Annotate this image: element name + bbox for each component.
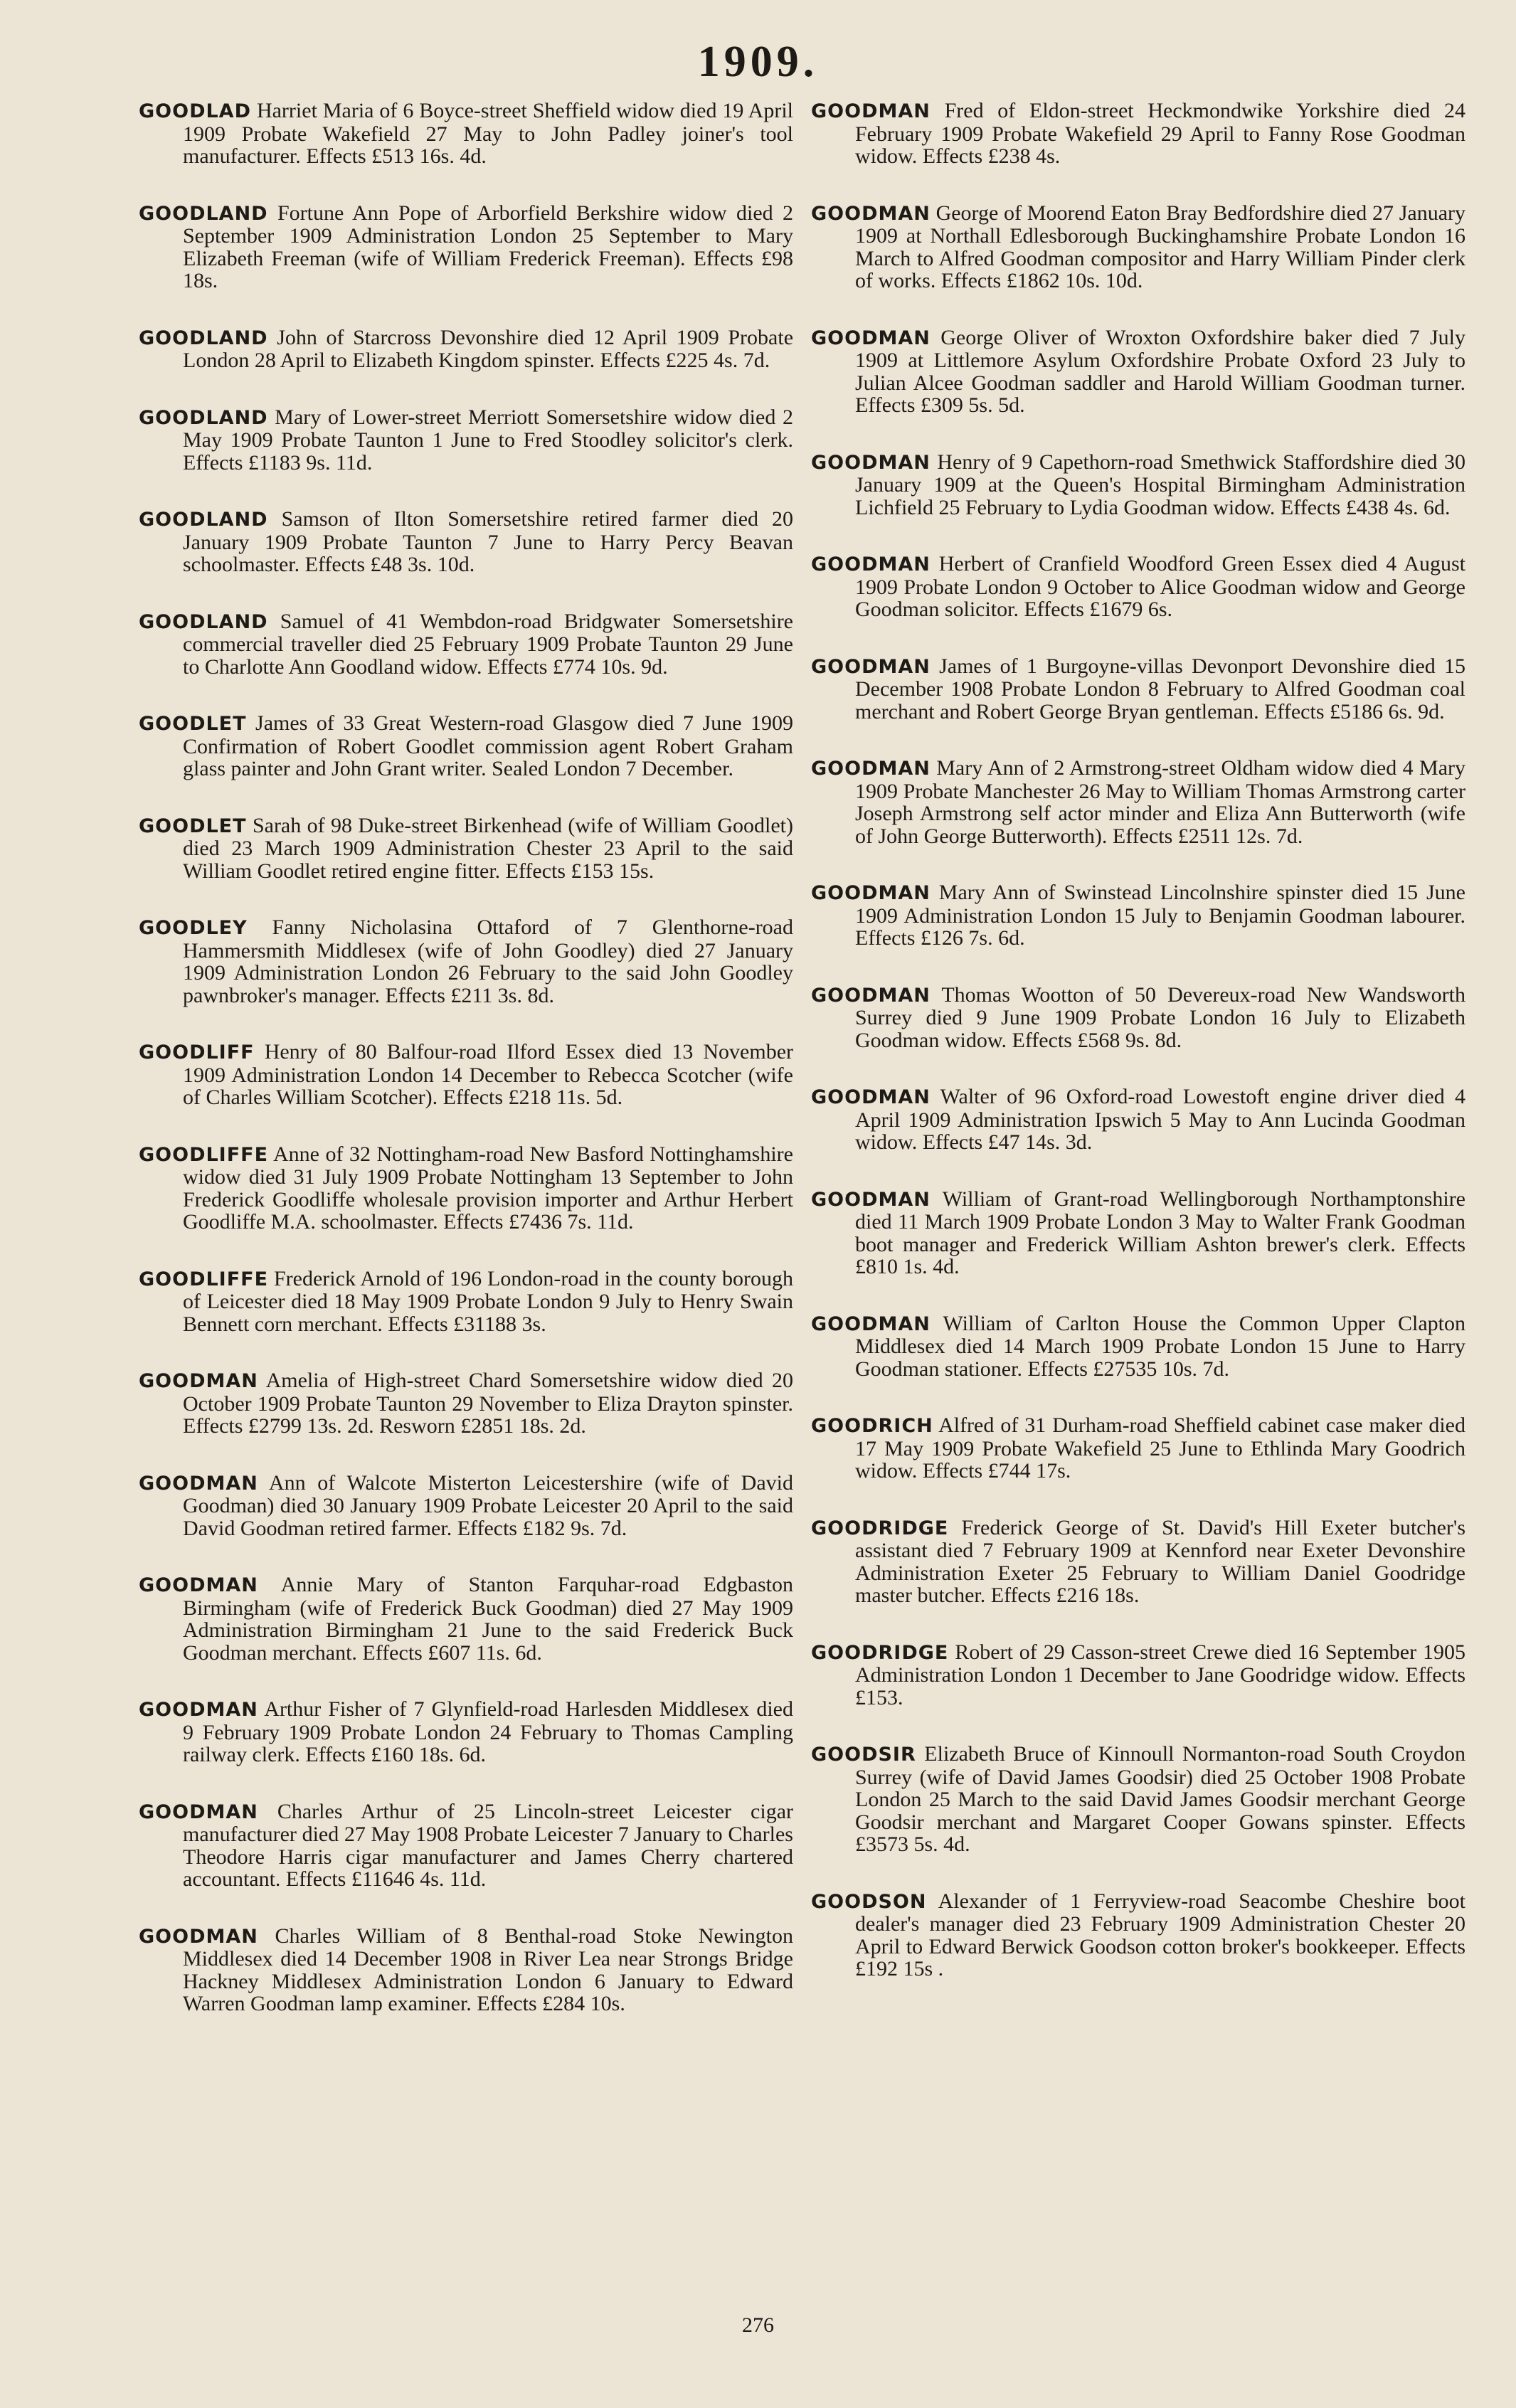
- entry: [811, 1188, 1465, 1278]
- entry: [139, 1041, 793, 1109]
- entry-surname: GOODMAN: [139, 1574, 258, 1596]
- entry-surname: GOODRIDGE: [811, 1641, 949, 1664]
- entry-text: Mary Ann of 2 Armstrong-street Oldham widow died 4 Mary 1909 Probate Manchester 26 May to William Thomas Armstrong carter Joseph Armstrong self actor minder and Eliza Ann Butterworth (wife of John George Butterworth). Effects £2511 12s. 7d.: [855, 756, 1466, 848]
- entry-surname: GOODMAN: [811, 100, 931, 122]
- entry-surname: GOODMAN: [811, 202, 931, 225]
- entry: [811, 100, 1465, 168]
- entry: [139, 712, 793, 780]
- entry-surname: GOODMAN: [139, 1472, 258, 1495]
- entry: [139, 1574, 793, 1664]
- entry: [139, 610, 793, 679]
- entry-text: Sarah of 98 Duke-street Birkenhead (wife of William Goodlet) died 23 March 1909 Administration Chester 23 April to the said William Goodlet retired engine fitter. Effects £153 15s.: [183, 813, 793, 883]
- entry: [811, 451, 1465, 519]
- entry: [139, 100, 793, 168]
- entry-text: Mary of Lower-street Merriott Somersetshire widow died 2 May 1909 Probate Taunton 1 June to Fred Stoodley solicitor's clerk. Effects £1183 9s. 11d.: [183, 405, 794, 474]
- entry-surname: GOODMAN: [811, 1086, 931, 1108]
- entry-text: Amelia of High-street Chard Somersetshire widow died 20 October 1909 Probate Taunton 29 November to Eliza Drayton spinster. Effects £2799 13s. 2d. Resworn £2851 18s. 2d.: [183, 1369, 793, 1438]
- entry-surname: GOODLIFFE: [139, 1268, 269, 1290]
- left-column: [139, 100, 793, 2049]
- entry-text: Harriet Maria of 6 Boyce-street Sheffield widow died 19 April 1909 Probate Wakefield 27 May to John Padley joiner's tool manufacturer. Effects £513 16s. 4d.: [183, 99, 794, 168]
- entry-surname: GOODLAND: [139, 202, 268, 225]
- entry: [811, 327, 1465, 417]
- entry: [139, 508, 793, 576]
- entry-text: Walter of 96 Oxford-road Lowestoft engine driver died 4 April 1909 Administration Ipswich 5 May to Ann Lucinda Goodman widow. Effects £47 14s. 3d.: [855, 1085, 1465, 1154]
- entry: [811, 1890, 1465, 1980]
- entry-surname: GOODMAN: [139, 1699, 258, 1721]
- entry-text: Ann of Walcote Misterton Leicestershire (wife of David Goodman) died 30 January 1909 Probate Leicester 20 April to the said David Goodman retired farmer. Effects £182 9s. 7d.: [183, 1470, 793, 1540]
- entry: [139, 1925, 793, 2015]
- entry: [139, 1268, 793, 1336]
- entry: [811, 1743, 1465, 1856]
- entry: [139, 1472, 793, 1540]
- entry-surname: GOODSON: [811, 1890, 927, 1913]
- entry-text: George of Moorend Eaton Bray Bedfordshire died 27 January 1909 at Northall Edlesborough Buckinghamshire Probate London 16 March to Alfred Goodman compositor and Harry William Pinder clerk of works. Effects £1862 10s. 10d.: [855, 201, 1465, 292]
- entry-text: Henry of 9 Capethorn-road Smethwick Staffordshire died 30 January 1909 at the Queen's Hospital Birmingham Administration Lichfield 25 February to Lydia Goodman widow. Effects £438 4s. 6d.: [855, 450, 1466, 519]
- entry-surname: GOODLAND: [139, 610, 268, 633]
- entry: [811, 202, 1465, 292]
- entry-surname: GOODMAN: [811, 984, 931, 1007]
- entry: [811, 984, 1465, 1052]
- entry-surname: GOODLIFF: [139, 1041, 255, 1064]
- entry-text: Charles William of 8 Benthal-road Stoke Newington Middlesex died 14 December 1908 in River Lea near Strongs Bridge Hackney Middlesex Administration London 6 January to Edward Warren Goodman lamp examiner. Effects £284 10s.: [183, 1924, 793, 2015]
- entry-text: Arthur Fisher of 7 Glynfield-road Harlesden Middlesex died 9 February 1909 Probate London 24 February to Thomas Campling railway clerk. Effects £160 18s. 6d.: [183, 1697, 793, 1766]
- entry: [139, 406, 793, 474]
- page-number: 276: [742, 2313, 774, 2337]
- entry-text: George Oliver of Wroxton Oxfordshire baker died 7 July 1909 at Littlemore Asylum Oxfordshire Probate Oxford 23 July to Julian Alcee Goodman saddler and Harold William Goodman turner. Effects £309 5s. 5d.: [855, 325, 1466, 417]
- entry: [811, 1312, 1465, 1381]
- entry: [811, 553, 1465, 621]
- entry-surname: GOODRICH: [811, 1415, 933, 1437]
- entry: [139, 1698, 793, 1766]
- entry-text: Mary Ann of Swinstead Lincolnshire spinster died 15 June 1909 Administration London 15 July to Benjamin Goodman labourer. Effects £126 7s. 6d.: [855, 881, 1465, 950]
- entry: [139, 1369, 793, 1438]
- entry-surname: GOODLAND: [139, 509, 268, 531]
- entry-text: William of Grant-road Wellingborough Northamptonshire died 11 March 1909 Probate London 3 May to Walter Frank Goodman boot manager and Frederick William Ashton brewer's clerk. Effects £810 1s. 4d.: [855, 1187, 1466, 1278]
- entry-text: Herbert of Cranfield Woodford Green Essex died 4 August 1909 Probate London 9 October to Alice Goodman widow and George Goodman solicitor. Effects £1679 6s.: [855, 552, 1465, 621]
- entry: [139, 815, 793, 883]
- entry-text: James of 33 Great Western-road Glasgow died 7 June 1909 Confirmation of Robert Goodlet commission agent Robert Graham glass painter and John Grant writer. Sealed London 7 December.: [183, 711, 793, 780]
- entry-surname: GOODMAN: [811, 655, 931, 678]
- entry: [811, 881, 1465, 950]
- entry-surname: GOODMAN: [811, 451, 931, 474]
- entry-surname: GOODLET: [139, 713, 247, 735]
- entry-text: James of 1 Burgoyne-villas Devonport Devonshire died 15 December 1908 Probate London 8 February to Alfred Goodman coal merchant and Robert George Bryan gentleman. Effects £5186 6s. 9d.: [855, 654, 1465, 723]
- entry-surname: GOODLAND: [139, 327, 268, 349]
- entry-text: Thomas Wootton of 50 Devereux-road New Wandsworth Surrey died 9 June 1909 Probate London 16 July to Elizabeth Goodman widow. Effects £568 9s. 8d.: [855, 982, 1465, 1052]
- entry: [811, 1517, 1465, 1607]
- entry-surname: GOODLIFFE: [139, 1143, 269, 1166]
- page-year-heading: 1909.: [697, 38, 819, 86]
- entry-text: Annie Mary of Stanton Farquhar-road Edgbaston Birmingham (wife of Frederick Buck Goodman) died 27 May 1909 Administration Birmingham 21 June to the said Frederick Buck Goodman merchant. Effects £607 11s. 6d.: [183, 1573, 793, 1665]
- entry: [139, 1800, 793, 1891]
- entry-text: William of Carlton House the Common Upper Clapton Middlesex died 14 March 1909 Probate London 15 June to Harry Goodman stationer. Effects £27535 10s. 7d.: [855, 1311, 1465, 1381]
- entry-text: Alexander of 1 Ferryview-road Seacombe Cheshire boot dealer's manager died 23 February 1909 Administration Chester 20 April to Edward Berwick Goodson cotton broker's bookkeeper. Effects £192 15s .: [855, 1889, 1465, 1980]
- entry-text: Fred of Eldon-street Heckmondwike Yorkshire died 24 February 1909 Probate Wakefield 29 April to Fanny Rose Goodman widow. Effects £238 4s.: [855, 99, 1465, 168]
- entry-text: Henry of 80 Balfour-road Ilford Essex died 13 November 1909 Administration London 14 December to Rebecca Scotcher (wife of Charles William Scotcher). Effects £218 11s. 5d.: [183, 1040, 793, 1109]
- entry-surname: GOODRIDGE: [811, 1517, 949, 1539]
- entry: [811, 1086, 1465, 1154]
- entry-surname: GOODLET: [139, 815, 247, 837]
- entry-text: John of Starcross Devonshire died 12 April 1909 Probate London 28 April to Elizabeth Kingdom spinster. Effects £225 4s. 7d.: [183, 325, 794, 372]
- entry-surname: GOODMAN: [139, 1925, 258, 1948]
- entry-text: Robert of 29 Casson-street Crewe died 16 September 1905 Administration London 1 December to Jane Goodridge widow. Effects £153.: [855, 1640, 1465, 1709]
- entry-text: Fortune Ann Pope of Arborfield Berkshire widow died 2 September 1909 Administration London 25 September to Mary Elizabeth Freeman (wife of William Frederick Freeman). Effects £98 18s.: [183, 201, 793, 292]
- entry: [811, 1641, 1465, 1709]
- entry: [811, 1414, 1465, 1483]
- entry-surname: GOODMAN: [811, 758, 931, 780]
- entry-surname: GOODLEY: [139, 917, 248, 939]
- entry-text: Anne of 32 Nottingham-road New Basford Nottinghamshire widow died 31 July 1909 Probate Nottingham 13 September to John Frederick Goodliffe wholesale provision importer and Arthur Herbert Goodliffe M.A. schoolmaster. Effects £7436 7s. 11d.: [183, 1142, 793, 1234]
- entry-text: Samuel of 41 Wembdon-road Bridgwater Somersetshire commercial traveller died 25 February 1909 Probate Taunton 29 June to Charlotte Ann Goodland widow. Effects £774 10s. 9d.: [183, 609, 794, 679]
- entry-surname: GOODLAD: [139, 100, 251, 122]
- entry: [139, 327, 793, 372]
- entry-surname: GOODMAN: [811, 327, 931, 349]
- entry: [811, 757, 1465, 847]
- entry-text: Frederick George of St. David's Hill Exeter butcher's assistant died 7 February 1909 at Kennford near Exeter Devonshire Administration Exeter 25 February to William Daniel Goodridge master butcher. Effects £216 18s.: [855, 1515, 1465, 1607]
- entry-text: Fanny Nicholasina Ottaford of 7 Glenthorne-road Hammersmith Middlesex (wife of John Goodley) died 27 January 1909 Administration London 26 February to the said John Goodley pawnbroker's manager. Effects £211 3s. 8d.: [183, 916, 793, 1007]
- entry-surname: GOODLAND: [139, 406, 268, 429]
- entry-surname: GOODSIR: [811, 1744, 916, 1766]
- entry: [811, 655, 1465, 723]
- entry: [139, 202, 793, 292]
- right-column: [811, 100, 1465, 2015]
- entry-text: Charles Arthur of 25 Lincoln-street Leicester cigar manufacturer died 27 May 1908 Probate Leicester 7 January to Charles Theodore Harris cigar manufacturer and James Cherry chartered accountant. Effects £11646 4s. 11d.: [183, 1799, 794, 1891]
- entry-surname: GOODMAN: [811, 882, 931, 904]
- entry-text: Samson of Ilton Somersetshire retired farmer died 20 January 1909 Probate Taunton 7 June to Harry Percy Beavan schoolmaster. Effects £48 3s. 10d.: [183, 507, 794, 576]
- entry-surname: GOODMAN: [811, 1188, 931, 1211]
- entry: [139, 916, 793, 1007]
- entry-text: Frederick Arnold of 196 London-road in the county borough of Leicester died 18 May 1909 Probate London 9 July to Henry Swain Bennett corn merchant. Effects £31188 3s.: [183, 1266, 793, 1336]
- entry-surname: GOODMAN: [139, 1800, 258, 1823]
- entry-surname: GOODMAN: [811, 1312, 931, 1335]
- entry-surname: GOODMAN: [811, 553, 931, 576]
- entry-text: Alfred of 31 Durham-road Sheffield cabinet case maker died 17 May 1909 Probate Wakefield 25 June to Ethlinda Mary Goodrich widow. Effects £744 17s.: [855, 1413, 1465, 1483]
- entry: [139, 1143, 793, 1234]
- entry-surname: GOODMAN: [139, 1370, 258, 1392]
- entry-text: Elizabeth Bruce of Kinnoull Normanton-road South Croydon Surrey (wife of David James Goodsir) died 25 October 1908 Probate London 25 March to the said David James Goodsir merchant George Goodsir merchant and Margaret Cooper Gowans spinster. Effects £3573 5s. 4d.: [855, 1742, 1465, 1856]
